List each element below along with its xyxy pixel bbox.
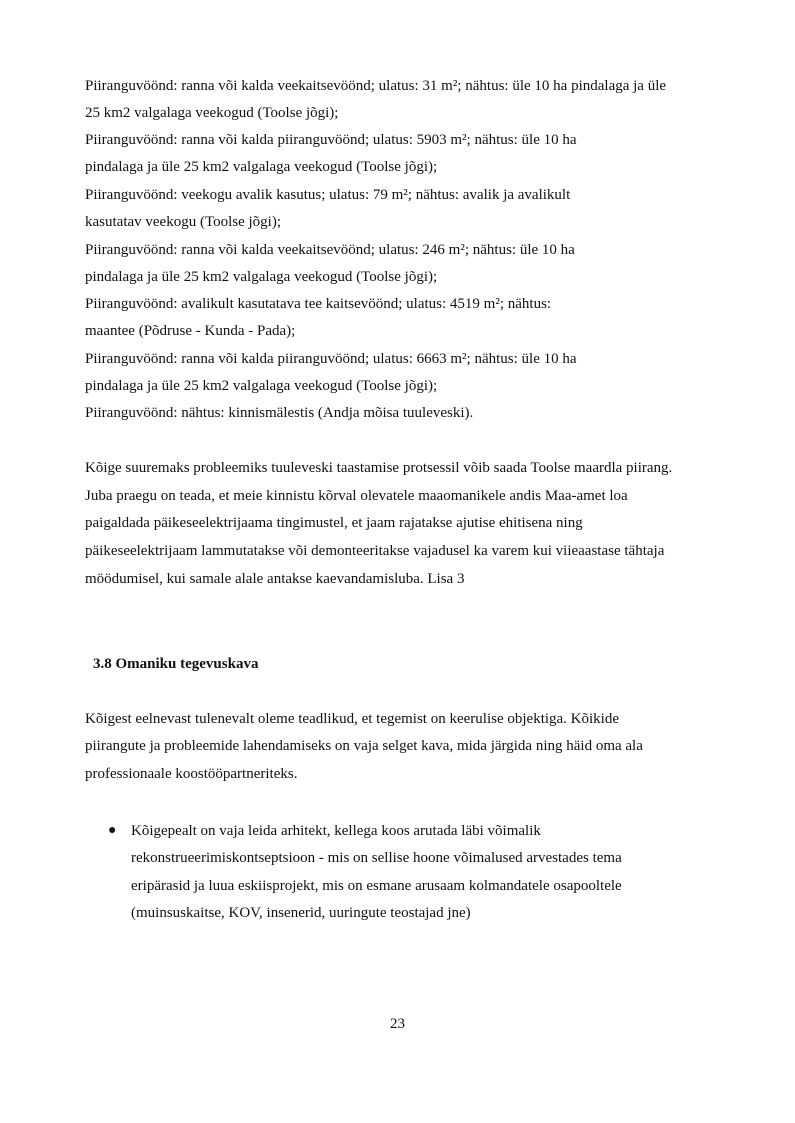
restriction-line: pindalaga ja üle 25 km2 valgalaga veekogud (Toolse jõgi); xyxy=(85,269,438,285)
paragraph-line: Kõigest eelnevast tulenevalt oleme teadlikud, et tegemist on keerulise objektiga. Kõikide xyxy=(85,711,620,727)
paragraph-line: piirangute ja probleemide lahendamiseks on vaja selget kava, mida järgida ning häid oma ala xyxy=(85,738,643,754)
bullet-line: Kõigepealt on vaja leida arhitekt, kellega koos arutada läbi võimalik xyxy=(131,823,541,839)
restriction-line: Piiranguvöönd: ranna või kalda veekaitsevöönd; ulatus: 31 m²; nähtus: üle 10 ha pindalaga ja üle xyxy=(85,78,667,94)
restriction-line: 25 km2 valgalaga veekogud (Toolse jõgi); xyxy=(85,105,339,121)
restriction-line: kasutatav veekogu (Toolse jõgi); xyxy=(85,214,281,230)
section-heading: 3.8 Omaniku tegevuskava xyxy=(93,656,259,672)
paragraph-line: paigaldada päikeseelektrijaama tingimustel, et jaam rajatakse ajutise ehitisena ning xyxy=(85,515,583,531)
restriction-line: pindalaga ja üle 25 km2 valgalaga veekogud (Toolse jõgi); xyxy=(85,378,438,394)
restriction-line: Piiranguvöönd: ranna või kalda piiranguvöönd; ulatus: 5903 m²; nähtus: üle 10 ha xyxy=(85,132,577,148)
restriction-line: Piiranguvöönd: veekogu avalik kasutus; ulatus: 79 m²; nähtus: avalik ja avalikult xyxy=(85,187,571,203)
restriction-line: Piiranguvöönd: nähtus: kinnismälestis (Andja mõisa tuuleveski). xyxy=(85,405,474,421)
page-number: 23 xyxy=(390,1016,405,1032)
paragraph-line: möödumisel, kui samale alale antakse kaevandamisluba. Lisa 3 xyxy=(85,571,465,587)
restriction-line: maantee (Põdruse - Kunda - Pada); xyxy=(85,323,296,339)
bullet-line: (muinsuskaitse, KOV, insenerid, uuringute teostajad jne) xyxy=(131,905,471,921)
bullet-icon: ● xyxy=(108,823,117,838)
restriction-line: pindalaga ja üle 25 km2 valgalaga veekogud (Toolse jõgi); xyxy=(85,159,438,175)
restriction-line: Piiranguvöönd: ranna või kalda piiranguvöönd; ulatus: 6663 m²; nähtus: üle 10 ha xyxy=(85,351,577,367)
restriction-line: Piiranguvöönd: avalikult kasutatava tee kaitsevöönd; ulatus: 4519 m²; nähtus: xyxy=(85,296,552,312)
paragraph-line: professionaale koostööpartneriteks. xyxy=(85,766,298,782)
bullet-line: rekonstrueerimiskontseptsioon - mis on sellise hoone võimalused arvestades tema xyxy=(131,850,622,866)
restriction-line: Piiranguvöönd: ranna või kalda veekaitsevöönd; ulatus: 246 m²; nähtus: üle 10 ha xyxy=(85,242,575,258)
paragraph-line: Kõige suuremaks probleemiks tuuleveski taastamise protsessil võib saada Toolse maardla piirang. xyxy=(85,460,673,476)
bullet-line: eripärasid ja luua eskiisprojekt, mis on esmane arusaam kolmandatele osapooltele xyxy=(131,878,622,894)
paragraph-line: päikeseelektrijaam lammutatakse või demonteeritakse vajadusel ka varem kui viieaastase tähtaja xyxy=(85,543,665,559)
paragraph-line: Juba praegu on teada, et meie kinnistu kõrval olevatele maaomanikele andis Maa-amet loa xyxy=(85,488,628,504)
